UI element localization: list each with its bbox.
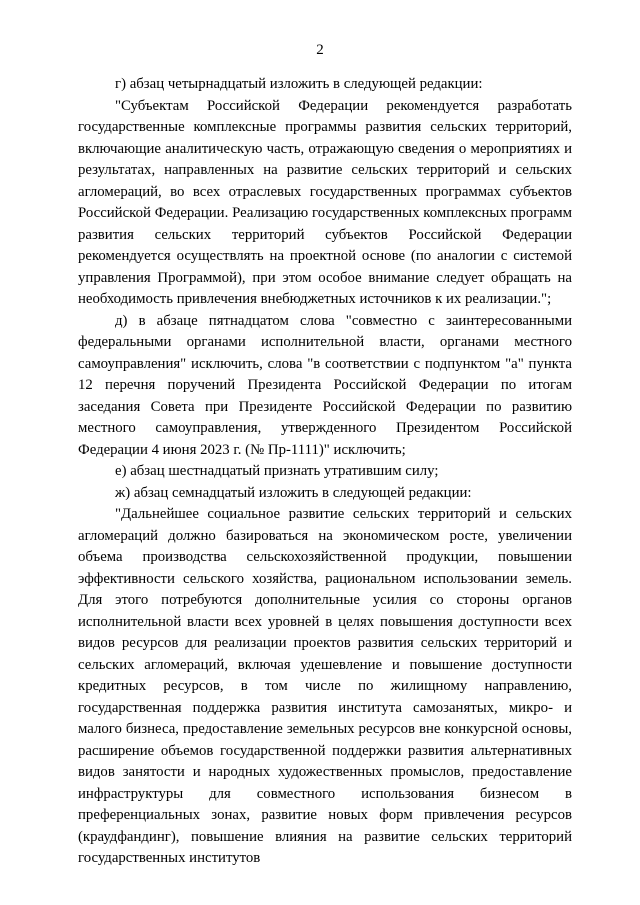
paragraph-item-zh: ж) абзац семнадцатый изложить в следующей редакции: [115,484,472,501]
paragraph-quote-subjects: "Субъектам Российской Федерации рекомендуется разработать государственные комплексные программы развития сельских территорий, включающие аналитическую часть, отражающую сведения о мероприятиях и результатах, направленных на развитие сельских территорий и сельских агломераций, во всех отраслевых государственных программах субъектов Российской Федерации. Реализацию государственных комплексных программ развития сельских территорий субъектов Российской Федерации рекомендуется осуществлять на проектной основе (по аналогии с системой управления Программой), при этом особое внимание следует обращать на необходимость привлечения внебюджетных источников к их реализации."; [78,97,572,307]
paragraph-item-e: е) абзац шестнадцатый признать утратившим силу; [115,463,439,479]
paragraph-item-d: д) в абзаце пятнадцатом слова "совместно с заинтересованными федеральными органами исполнительной власти, органами местного самоуправления" исключить, слова "в соответствии с подпунктом "а" пункта 12 перечня поручений Президента Российской Федерации по итогам заседания Совета при Президенте Российской Федерации по развитию местного самоуправления, утвержденного Президентом Российской Федерации 4 июня 2023 г. (№ Пр-1111)" исключить; [78,312,572,458]
document-body [78,74,572,870]
paragraph-quote-development: "Дальнейшее социальное развитие сельских территорий и сельских агломераций должно базироваться на экономическом росте, увеличении объема производства сельскохозяйственной продукции, повышении эффективности сельского хозяйства, рациональном использовании земель. Для этого потребуются дополнительные усилия со стороны органов исполнительной власти всех уровней в целях повышения доступности всех видов ресурсов для реализации проектов развития сельских территорий и сельских агломераций, включая удешевление и повышение доступности кредитных ресурсов, в том числе по жилищному направлению, государственная поддержка развития института самозанятых, микро- и малого бизнеса, предоставление земельных ресурсов вне конкурсной основы, расширение объемов государственной поддержки развития альтернативных видов занятости и народных художественных промыслов, предоставление инфраструктуры для совместного использования бизнесом в преференциальных зонах, развитие новых форм привлечения ресурсов (краудфандинг), повышение влияния на развитие сельских территорий государственных институтов [78,506,572,866]
paragraph-item-g: г) абзац четырнадцатый изложить в следующей редакции: [115,76,483,92]
page-number: 2 [316,42,324,58]
